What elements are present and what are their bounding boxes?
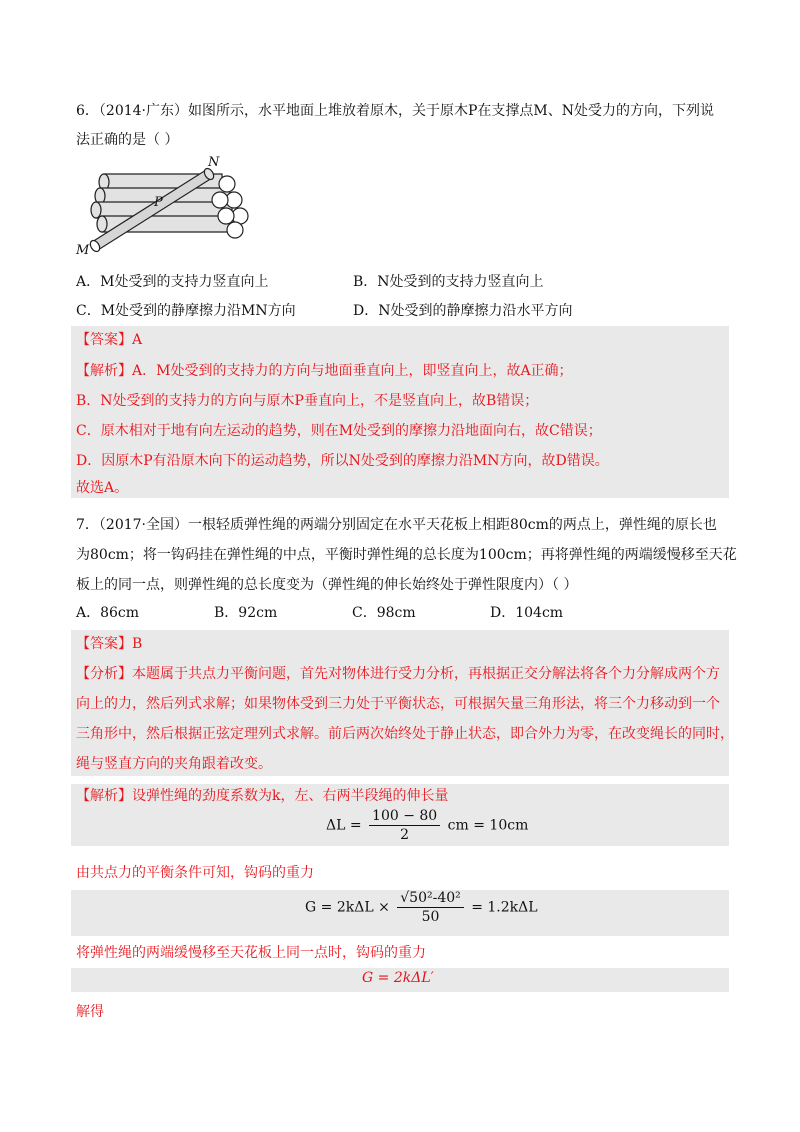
q7-stem-line2: 为80cm；将一钩码挂在弹性绳的中点，平衡时弹性绳的总长度为100cm；再将弹性绳的两端缓慢移至天花 xyxy=(76,547,737,563)
q7-text-line2: 由共点力的平衡条件可知，钩码的重力 xyxy=(76,865,314,881)
q7-answer: 【答案】B xyxy=(76,636,143,652)
label-p: P xyxy=(154,195,163,210)
q7-explanation-line1: 【解析】设弹性绳的劲度系数为k，左、右两半段绳的伸长量 xyxy=(76,788,449,804)
equation-3: G = 2kΔL′ xyxy=(362,970,434,986)
q6-explanation-line4: D．因原木P有沿原木向下的运动趋势，所以N处受到的摩擦力沿MN方向，故D错误。 xyxy=(76,453,609,469)
q6-option-a: A．M处受到的支持力竖直向上 xyxy=(76,274,269,290)
eq2-numerator: √50²-40² xyxy=(397,890,464,908)
q6-explanation-line1: 【解析】A．M处受到的支持力的方向与地面垂直向上，即竖直向上，故A正确； xyxy=(76,363,573,379)
eq1-denominator: 2 xyxy=(400,827,410,843)
q6-explanation-line2: B．N处受到的支持力的方向与原木P垂直向上，不是竖直向上，故B错误； xyxy=(76,393,539,409)
eq1-rhs: cm = 10cm xyxy=(447,817,529,834)
equation-1 xyxy=(326,808,528,843)
equation-2 xyxy=(305,890,538,925)
eq1-lhs: ΔL = xyxy=(326,817,362,834)
q7-text-line4: 解得 xyxy=(76,1004,104,1020)
eq2-lhs: G = 2kΔL × xyxy=(305,899,390,916)
q7-analysis-line4: 绳与竖直方向的夹角跟着改变。 xyxy=(76,756,272,772)
q6-explanation-line3: C．原木相对于地有向左运动的趋势，则在M处受到的摩擦力沿地面向右，故C错误； xyxy=(76,423,602,439)
q7-stem-line1: 7．（2017·全国）一根轻质弹性绳的两端分别固定在水平天花板上相距80cm的两点上，弹性绳的原长也 xyxy=(76,517,717,533)
label-m: M xyxy=(76,243,90,256)
q6-option-d: D．N处受到的静摩擦力沿水平方向 xyxy=(353,303,573,319)
eq2-denominator: 50 xyxy=(421,909,440,925)
q6-explanation-line5: 故选A。 xyxy=(76,480,129,496)
q6-option-b: B．N处受到的支持力竖直向上 xyxy=(353,274,544,290)
q7-text-line3: 将弹性绳的两端缓慢移至天花板上同一点时，钩码的重力 xyxy=(76,945,426,961)
logs-figure xyxy=(72,156,262,256)
q7-analysis-line3: 三角形中，然后根据正弦定理列式求解。前后两次始终处于静止状态，即合外力为零，在改变绳长的同时， xyxy=(76,726,734,742)
q7-stem-line3: 板上的同一点，则弹性绳的总长度变为（弹性绳的伸长始终处于弹性限度内）（ ） xyxy=(76,577,578,593)
q6-stem-line2: 法正确的是（ ） xyxy=(76,132,179,148)
q6-solution-box xyxy=(71,326,729,498)
eq2-fraction xyxy=(397,890,464,925)
eq1-numerator: 100 − 80 xyxy=(369,808,440,826)
q7-analysis-line2: 向上的力，然后列式求解；如果物体受到三力处于平衡状态，可根据矢量三角形法，将三个力移动到一个 xyxy=(76,696,720,712)
label-n: N xyxy=(208,156,220,170)
q7-option-b: B．92cm xyxy=(214,605,278,621)
q7-option-d: D．104cm xyxy=(490,605,564,621)
q6-option-c: C．M处受到的静摩擦力沿MN方向 xyxy=(76,303,296,319)
q6-stem-line1: 6．（2014·广东）如图所示，水平地面上堆放着原木，关于原木P在支撑点M、N处受力的方向，下列说 xyxy=(76,103,714,119)
q7-analysis-line1: 【分析】本题属于共点力平衡问题，首先对物体进行受力分析，再根据正交分解法将各个力分解成两个方 xyxy=(76,666,720,682)
eq1-fraction xyxy=(369,808,440,843)
q6-answer: 【答案】A xyxy=(76,332,143,348)
q7-option-a: A．86cm xyxy=(76,605,140,621)
eq2-rhs: = 1.2kΔL xyxy=(471,899,538,916)
q7-option-c: C．98cm xyxy=(352,605,416,621)
